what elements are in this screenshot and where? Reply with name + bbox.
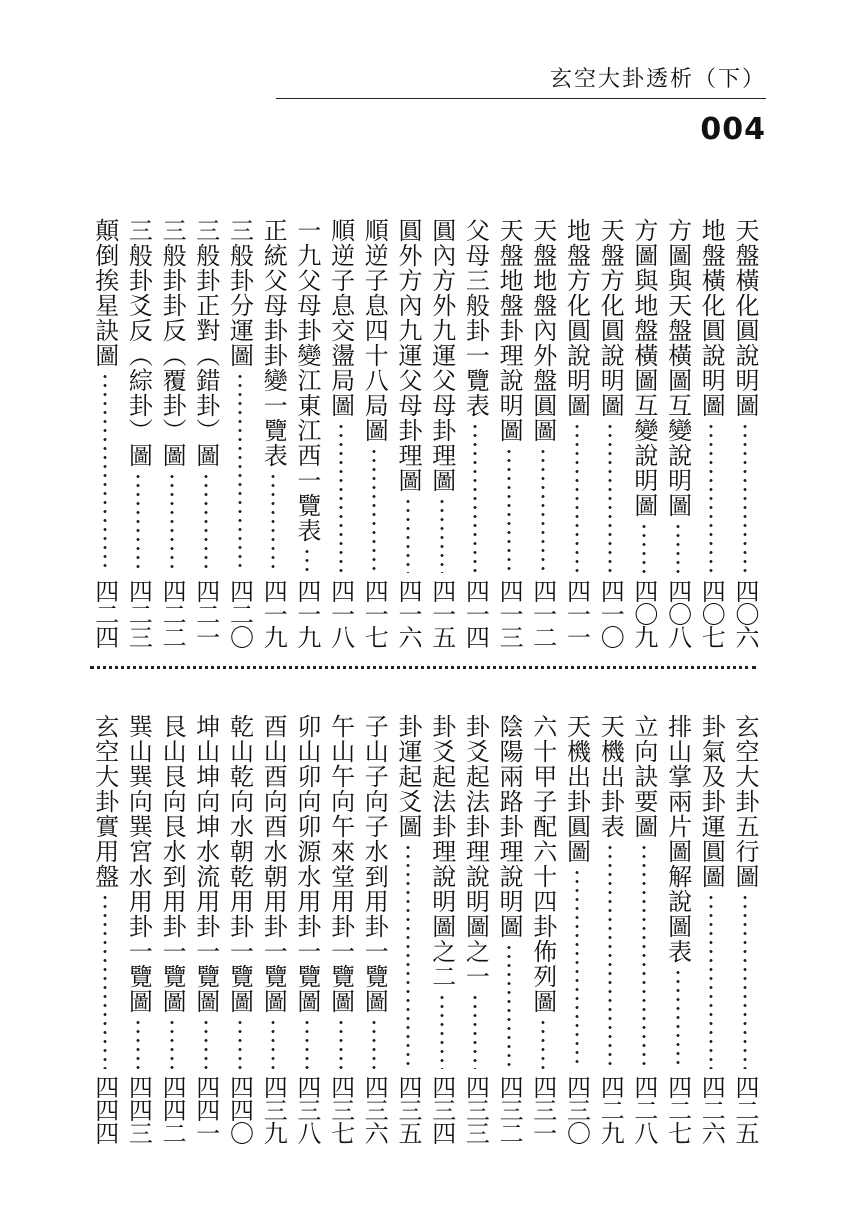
- toc-entry: [562, 218, 592, 648]
- toc-entry: [359, 714, 389, 1144]
- toc-entry-page: 四三三: [461, 1075, 490, 1144]
- toc-entry: [326, 218, 356, 648]
- dot-leader: [305, 547, 309, 573]
- toc-entry: [730, 218, 760, 648]
- toc-entry-page: 四三一: [528, 1075, 557, 1144]
- dot-leader: [642, 843, 646, 1069]
- dot-leader: [204, 472, 208, 573]
- dot-leader: [575, 868, 579, 1069]
- toc-entry-title: 立向訣要圖: [629, 714, 658, 839]
- toc-entry-page: 四二四: [90, 579, 119, 648]
- toc-entry: [393, 714, 423, 1144]
- dot-leader: [541, 1018, 545, 1069]
- toc-entry: [258, 218, 288, 648]
- dot-leader: [743, 893, 747, 1069]
- dot-leader: [271, 1018, 275, 1069]
- toc-entry-page: 四〇八: [663, 579, 692, 648]
- toc-entry-page: 四一六: [394, 579, 422, 648]
- dot-leader: [305, 1018, 309, 1069]
- toc-entry-title: 陰陽兩路卦理說明圖: [495, 714, 524, 939]
- toc-entry-page: 四〇六: [731, 579, 759, 648]
- toc-entry-page: 四四一: [191, 1075, 220, 1144]
- toc-entry-page: 四二三: [124, 579, 153, 648]
- toc-entry: [359, 218, 389, 648]
- toc-entry-title: 方圖與天盤橫圖互變說明圖: [663, 218, 692, 518]
- toc-entry: [460, 218, 490, 648]
- toc-entry-page: 四三五: [394, 1075, 422, 1144]
- toc-entry-title: 順逆子息四十八局圖: [360, 218, 389, 443]
- toc-entry-page: 四二五: [731, 1075, 759, 1144]
- toc-entry: [528, 714, 558, 1144]
- toc-entry: [292, 714, 322, 1144]
- toc-entry-page: 四四四: [90, 1075, 119, 1144]
- dot-leader: [676, 522, 680, 573]
- toc-entry-title: 玄空大卦實用盤: [90, 714, 119, 889]
- toc-entry: [595, 218, 625, 648]
- dot-leader: [271, 472, 275, 573]
- dot-leader: [709, 893, 713, 1069]
- dot-leader: [238, 372, 242, 573]
- dot-leader: [170, 472, 174, 573]
- dot-leader: [440, 993, 444, 1069]
- dot-leader: [339, 1018, 343, 1069]
- toc-entry: [225, 714, 255, 1144]
- toc-entry: [696, 714, 726, 1144]
- toc-entry: [730, 714, 760, 1144]
- toc-entry-title: 天盤橫化圓說明圖: [731, 218, 759, 418]
- toc-entry-title: 顛倒挨星訣圖: [90, 218, 119, 368]
- dot-leader: [170, 1018, 174, 1069]
- dot-leader: [103, 893, 107, 1069]
- toc-entry: [696, 218, 726, 648]
- dot-leader: [608, 843, 612, 1069]
- toc-entry-title: 卦運起爻圖: [394, 714, 422, 839]
- header-rule: [276, 98, 766, 99]
- toc-entry: [157, 714, 187, 1144]
- toc-entry-page: 四三〇: [562, 1075, 591, 1144]
- dot-leader: [507, 447, 511, 573]
- toc-entry-page: 四二八: [629, 1075, 658, 1144]
- toc-entry-page: 四一〇: [596, 579, 625, 648]
- toc-entry-page: 四三七: [326, 1075, 355, 1144]
- toc-entry: [225, 218, 255, 648]
- toc-entry: [123, 714, 153, 1144]
- toc-entry: [494, 714, 524, 1144]
- toc-entry-title: 排山掌兩片圖解說圖表: [663, 714, 692, 964]
- toc-entry-page: 四一八: [326, 579, 355, 648]
- section-divider: [90, 666, 756, 669]
- toc-entry: [326, 714, 356, 1144]
- toc-entry-title: 巽山巽向巽宮水用卦一覽圖: [124, 714, 153, 1014]
- dot-leader: [440, 497, 444, 573]
- toc-entry-title: 天盤地盤卦理說明圖: [495, 218, 524, 443]
- toc-entry-page: 四一四: [461, 579, 490, 648]
- toc-entry: [292, 218, 322, 648]
- toc-entry: [595, 714, 625, 1144]
- toc-entry-page: 四三九: [259, 1075, 288, 1144]
- toc-entry-title: 順逆子息交盪局圖: [326, 218, 355, 418]
- dot-leader: [136, 1018, 140, 1069]
- dot-leader: [608, 422, 612, 573]
- dot-leader: [406, 843, 410, 1069]
- toc-entry-title: 卯山卯向卯源水用卦一覽圖: [292, 714, 321, 1014]
- toc-entry-page: 四一五: [427, 579, 456, 648]
- dot-leader: [204, 1018, 208, 1069]
- toc-entry: [90, 714, 120, 1144]
- toc-entry-title: 父母三般卦一覽表: [461, 218, 490, 418]
- dot-leader: [541, 447, 545, 573]
- toc-entry-title: 天機出卦表: [596, 714, 625, 839]
- toc-entry: [427, 714, 457, 1144]
- toc-entry: [494, 218, 524, 648]
- toc-entry: [258, 714, 288, 1144]
- toc-entry-title: 酉山酉向酉水朝用卦一覽圖: [259, 714, 288, 1014]
- running-header-title: 玄空大卦透析（下）: [549, 67, 766, 92]
- toc-entry-page: 四二一: [191, 579, 220, 648]
- dot-leader: [136, 472, 140, 573]
- dot-leader: [676, 968, 680, 1069]
- toc-entry-title: 艮山艮向艮水到用卦一覽圖: [158, 714, 187, 1014]
- toc-entry-title: 卦爻起法卦理說明圖之一: [461, 714, 490, 989]
- toc-entry: [191, 218, 221, 648]
- toc-entry: [191, 714, 221, 1144]
- toc-entry-page: 四一二: [528, 579, 557, 648]
- toc-entry-page: 四一一: [562, 579, 591, 648]
- toc-entry-title: 方圖與地盤橫圖互變說明圖: [629, 218, 658, 518]
- toc-entry-title: 卦爻起法卦理說明圖之二: [427, 714, 456, 989]
- toc-entry-page: 四一三: [495, 579, 524, 648]
- toc-entry: [663, 218, 693, 648]
- toc-entry-title: 三般卦卦反（覆卦）圖: [158, 218, 187, 468]
- toc-entry-page: 四三六: [360, 1075, 389, 1144]
- toc-entry-title: 地盤方化圓說明圖: [562, 218, 591, 418]
- toc-entry-title: 天盤方化圓說明圖: [596, 218, 625, 418]
- toc-entry: [663, 714, 693, 1144]
- dot-leader: [238, 1018, 242, 1069]
- toc-entry-title: 三般卦爻反（綜卦）圖: [124, 218, 153, 468]
- toc-entry-title: 卦氣及卦運圓圖: [697, 714, 726, 889]
- toc-entry-page: 四二二: [158, 579, 187, 648]
- dot-leader: [372, 1018, 376, 1069]
- dot-leader: [507, 943, 511, 1069]
- dot-leader: [642, 522, 646, 573]
- toc-entry-title: 子山子向子水到用卦一覽圖: [360, 714, 389, 1014]
- toc-entry: [123, 218, 153, 648]
- toc-entry: [393, 218, 423, 648]
- toc-entry-page: 四一九: [259, 579, 288, 648]
- dot-leader: [103, 372, 107, 573]
- toc-entry-title: 正統父母卦卦變一覽表: [259, 218, 288, 468]
- toc-entry-page: 四二七: [663, 1075, 692, 1144]
- toc-entry-page: 四三四: [427, 1075, 456, 1144]
- toc-entry-title: 玄空大卦五行圖: [731, 714, 759, 889]
- dot-leader: [743, 422, 747, 573]
- toc-entry-page: 四二六: [697, 1075, 726, 1144]
- toc-entry-page: 四〇九: [629, 579, 658, 648]
- toc-entry-page: 四一七: [360, 579, 389, 648]
- toc-entry: [629, 714, 659, 1144]
- toc-entry: [157, 218, 187, 648]
- toc-entry: [460, 714, 490, 1144]
- toc-entry-title: 乾山乾向水朝乾用卦一覽圖: [225, 714, 254, 1014]
- toc-entry-title: 午山午向午來堂用卦一覽圖: [326, 714, 355, 1014]
- dot-leader: [339, 422, 343, 573]
- toc-entry-page: 四三八: [292, 1075, 321, 1144]
- toc-entry-title: 天盤地盤內外盤圓圖: [528, 218, 557, 443]
- toc-entry-title: 天機出卦圓圖: [562, 714, 591, 864]
- toc-entry-page: 四四三: [124, 1075, 153, 1144]
- toc-entry-title: 三般卦分運圖: [225, 218, 254, 368]
- dot-leader: [709, 422, 713, 573]
- toc-entry-page: 四三二: [495, 1075, 524, 1144]
- toc-entry-page: 四一九: [292, 579, 321, 648]
- toc-entry-page: 四二〇: [225, 579, 254, 648]
- toc-entry-title: 三般卦正對（錯卦）圖: [191, 218, 220, 468]
- toc-entry-page: 四二九: [596, 1075, 625, 1144]
- dot-leader: [406, 497, 410, 573]
- toc-entry-page: 四〇七: [697, 579, 726, 648]
- toc-entry: [629, 218, 659, 648]
- toc-entry-title: 圓內方外九運父母卦理圖: [427, 218, 456, 493]
- toc-entry: [427, 218, 457, 648]
- toc-entry: [562, 714, 592, 1144]
- toc-entry: [528, 218, 558, 648]
- page-number: 004: [700, 112, 766, 147]
- dot-leader: [372, 447, 376, 573]
- toc-entry-title: 圓外方內九運父母卦理圖: [394, 218, 422, 493]
- dot-leader: [473, 422, 477, 573]
- toc-entry-title: 坤山坤向坤水流用卦一覽圖: [191, 714, 220, 1014]
- toc-entry-title: 六十甲子配六十四卦佈列圖: [528, 714, 557, 1014]
- dot-leader: [575, 422, 579, 573]
- toc-entry-page: 四四〇: [225, 1075, 254, 1144]
- toc-entry-title: 一九父母卦變江東江西一覽表: [292, 218, 321, 543]
- toc-entry-page: 四四二: [158, 1075, 187, 1144]
- toc-entry: [90, 218, 120, 648]
- toc-entry-title: 地盤橫化圓說明圖: [697, 218, 726, 418]
- dot-leader: [473, 993, 477, 1069]
